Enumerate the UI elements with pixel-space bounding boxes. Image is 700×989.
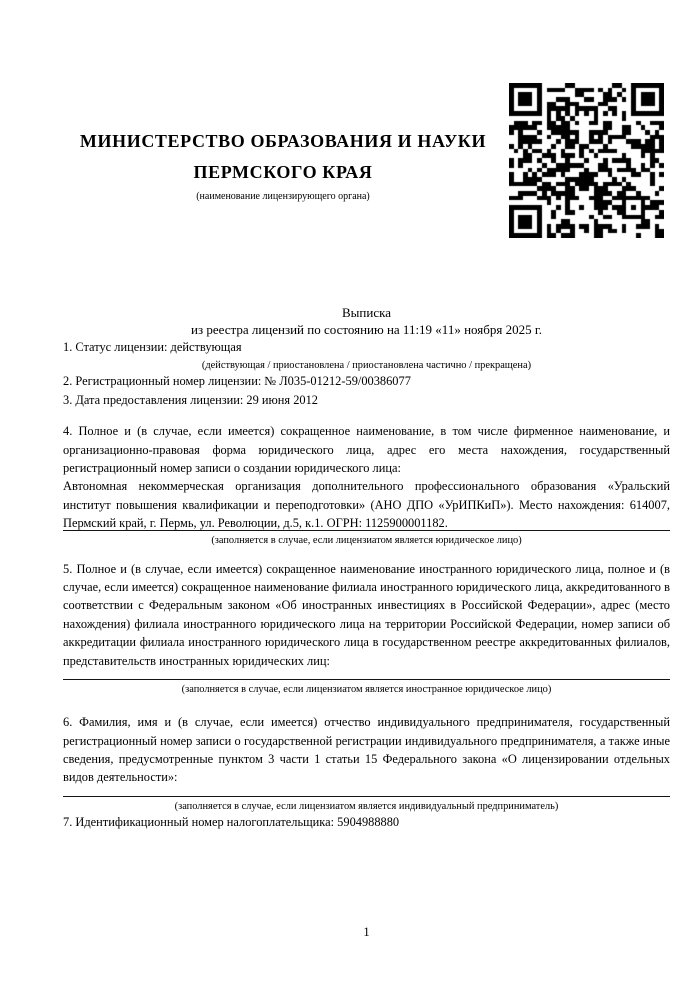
license-status-line: 1. Статус лицензии: действующая [63, 340, 242, 354]
ministry-name-line2: ПЕРМСКОГО КРАЯ [193, 162, 373, 182]
legal-entity-section [63, 422, 670, 546]
page-number: 1 [363, 925, 370, 939]
legal-entity-note: (заполняется в случае, если лицензиатом является юридическое лицо) [211, 534, 522, 546]
document-header [0, 0, 700, 238]
document-body [63, 338, 670, 831]
title-line1: Выписка [342, 305, 391, 320]
license-grant-date-line: 3. Дата предоставления лицензии: 29 июня 2012 [63, 392, 319, 407]
license-status-options-note: (действующая / приостановлена / приостановлена частично / прекращена) [201, 360, 532, 372]
individual-entrepreneur-fill-line [63, 787, 670, 797]
individual-entrepreneur-note: (заполняется в случае, если лицензиатом является индивидуальный предприниматель) [174, 800, 559, 812]
document-title [63, 304, 670, 338]
title-line2: из реестра лицензий по состоянию на 11:19 «11» ноября 2025 г. [191, 322, 542, 337]
qr-code [509, 83, 664, 238]
foreign-entity-question: 5. Полное и (в случае, если имеется) сокращенное наименование иностранного юридического лица, полное и (в случае, если имеется) сокращенное наименование филиала иностранного юридического лица, аккредитованного в соответствии с Федеральным законом «Об иностранных инвестициях в Российской Федерации», адрес (место нахождения) филиала иностранного юридического лица на территории Российской Федерации, номер записи об аккредитации филиала иностранного юридического лица в государственном реестре аккредитованных филиалов, представительств иностранных юридических лиц: [63, 561, 670, 668]
foreign-entity-note: (заполняется в случае, если лицензиатом является иностранное юридическое лицо) [181, 684, 552, 696]
legal-entity-question: 4. Полное и (в случае, если имеется) сокращенное наименование, в том числе фирменное наименование, и организационно-правовая форма юридического лица, адрес его места нахождения, государственный регистрационный номер записи о создании юридического лица: [63, 424, 670, 476]
ministry-caption: (наименование лицензирующего органа) [196, 191, 370, 202]
legal-entity-value: Автономная некоммерческая организация дополнительного профессионального образования «Уральский институт повышения квалификации и переподготовки» (АНО ДПО «УрИПКиП»). Место нахождения: 614007, Пермский край, г. Пермь, ул. Революции, д.5, к.1. ОГРН: 1125900001182. [63, 479, 670, 531]
taxpayer-id-line: 7. Идентификационный номер налогоплательщика: 5904988880 [63, 814, 400, 829]
foreign-entity-section [63, 560, 670, 696]
foreign-entity-fill-line [63, 670, 670, 680]
individual-entrepreneur-question: 6. Фамилия, имя и (в случае, если имеется) отчество индивидуального предпринимателя, государственный регистрационный номер записи о государственной регистрации индивидуального предпринимателя, а также иные сведения, предусмотренные пунктом 3 части 1 статьи 15 Федерального закона «О лицензировании отдельных видов деятельности»: [63, 715, 670, 785]
ministry-name-line1: МИНИСТЕРСТВО ОБРАЗОВАНИЯ И НАУКИ [79, 131, 487, 151]
registration-number-line: 2. Регистрационный номер лицензии: № Л035-01212-59/00386077 [63, 374, 411, 389]
individual-entrepreneur-section [63, 713, 670, 813]
licensing-authority-block [63, 126, 503, 203]
